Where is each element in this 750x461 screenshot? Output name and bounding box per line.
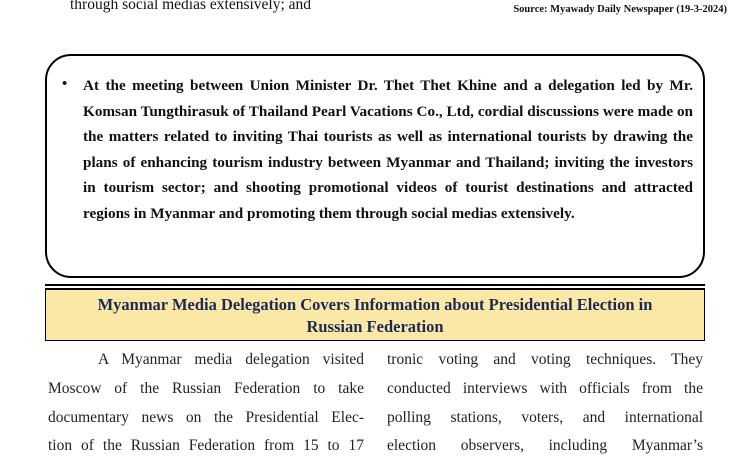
highlight-text: At the meeting between Union Minister Dr. Thet Thet Khine and a delegation led by Mr. Komsan Tungthirasuk of Thailand Pearl Vacations Co., Ltd, cordial discussions were made on the matters related to inviting Thai tourists as well as international tourists by drawing the plans of enhancing tourism industry between Myanmar and Thailand; inviting the investors in tourism sector; and shooting promotional videos of tourist destinations and attracted regions in Myanmar and promoting them through social medias extensively. xyxy=(83,77,693,222)
article-right-column xyxy=(387,346,703,461)
article-headline xyxy=(45,289,705,341)
paragraph-line: tion of the Russian Federation from 15 to 17 xyxy=(48,437,364,455)
highlight-box xyxy=(45,54,705,278)
article-left-column xyxy=(48,346,364,461)
paragraph-line: conducted interviews with officials from the xyxy=(387,379,703,397)
source-note: Source: Myawady Daily Newspaper (19-3-2024) xyxy=(513,4,727,15)
divider-rule xyxy=(45,284,705,286)
previous-text-fragment xyxy=(70,0,370,16)
fragment-line: through social medias extensively; and xyxy=(70,0,312,13)
bullet-icon: • xyxy=(62,76,68,92)
headline-line: Myanmar Media Delegation Covers Information about Presidential Election in xyxy=(97,295,653,314)
paragraph-line: election observers, including Myanmar’s xyxy=(387,437,703,455)
paragraph-line: Moscow of the Russian Federation to take xyxy=(48,379,364,397)
headline-line: Russian Federation xyxy=(306,317,444,336)
paragraph-line: tronic voting and voting techniques. They xyxy=(387,351,703,368)
paragraph-line: A Myanmar media delegation visited xyxy=(98,351,364,368)
paragraph-line: polling stations, voters, and international xyxy=(387,408,703,426)
paragraph-line: documentary news on the Presidential Elec- xyxy=(48,408,364,426)
